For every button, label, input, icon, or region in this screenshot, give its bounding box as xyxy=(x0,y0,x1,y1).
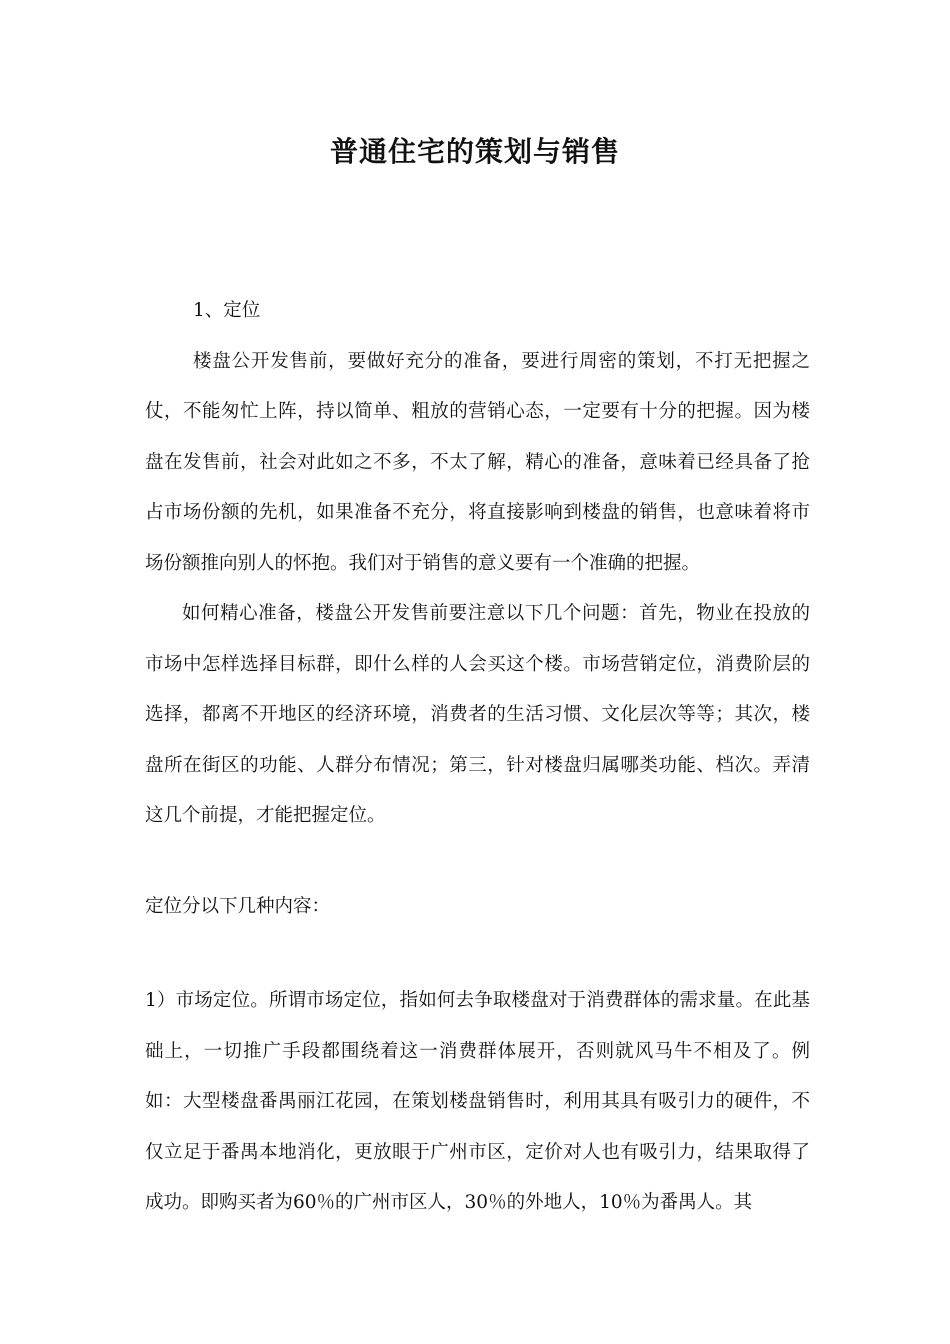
spacer xyxy=(145,932,810,976)
positioning-intro: 定位分以下几种内容： xyxy=(145,895,331,917)
paragraph-market-positioning: 1）市场定位。所谓市场定位，指如何去争取楼盘对于消费群体的需求量。在此基础上，一切推广手段都围绕着这一消费群体展开，否则就风马牛不相及了。例如：大型楼盘番禺丽江花园，在策划楼盘销售时，利用其具有吸引力的硬件，不仅立足于番禺本地消化，更放眼于广州市区，定价对人也有吸引力，结果取得了成功。即购买者为60％的广州市区人，30％的外地人，10％为番禺人。其 xyxy=(145,990,810,1213)
paragraph-key-questions: 如何精心准备，楼盘公开发售前要注意以下几个问题：首先，物业在投放的市场中怎样选择目标群，即什么样的人会买这个楼。市场营销定位，消费阶层的选择，都离不开地区的经济环境，消费者的生活习惯、文化层次等等；其次，楼盘所在街区的功能、人群分布情况；第三，针对楼盘归属哪类功能、档次。弄清这几个前提，才能把握定位。 xyxy=(145,603,810,826)
section-heading: 1、定位 xyxy=(193,300,261,321)
document-body xyxy=(145,286,810,1229)
document-title: 普通住宅的策划与销售 xyxy=(329,135,620,168)
paragraph-preparation: 楼盘公开发售前，要做好充分的准备，要进行周密的策划，不打无把握之仗，不能匆忙上阵，持以简单、粗放的营销心态，一定要有十分的把握。因为楼盘在发售前，社会对此如之不多，不太了解，精心的准备，意味着已经具备了抢占市场份额的先机，如果准备不充分，将直接影响到楼盘的销售，也意味着将市场份额推向别人的怀抱。我们对于销售的意义要有一个准确的把握。 xyxy=(145,350,810,574)
spacer xyxy=(145,842,810,882)
